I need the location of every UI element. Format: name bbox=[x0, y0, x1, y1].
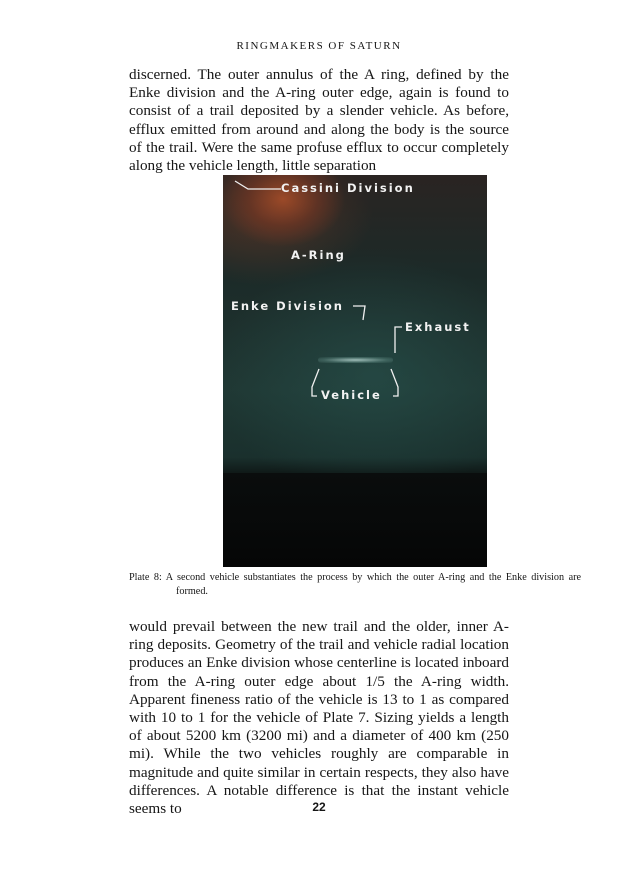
label-pointers bbox=[223, 175, 487, 567]
page-number: 22 bbox=[312, 800, 326, 814]
enke-pointer bbox=[353, 306, 365, 320]
exhaust-label: Exhaust bbox=[405, 320, 471, 334]
cassini-division-label: Cassini Division bbox=[281, 181, 415, 195]
plate-8-photo bbox=[223, 175, 487, 567]
running-head: RINGMAKERS OF SATURN bbox=[236, 40, 402, 52]
body-paragraph-bottom: would prevail between the new trail and the older, inner A-ring deposits. Geometry of the trail and vehicle radial location produces an Enke division whose centerline is located inboard from the A-ring outer edge about 1/5 the A-ring width. Apparent fineness ratio of the vehicle is 13 to 1 as compared with 10 to 1 for the vehicle of Plate 7. Sizing yields a length of about 5200 km (3200 mi) and a diameter of 400 km (250 mi). While the two vehicles roughly are comparable in magnitude and quite similar in certain respects, they also have differences. A notable difference is that the instant vehicle seems to bbox=[129, 618, 509, 818]
cassini-pointer bbox=[235, 181, 281, 189]
exhaust-pointer bbox=[395, 327, 402, 353]
a-ring-label: A-Ring bbox=[291, 248, 346, 262]
enke-division-label: Enke Division bbox=[231, 299, 344, 313]
vehicle-left-bracket bbox=[312, 369, 319, 396]
body-paragraph-top: discerned. The outer annulus of the A ring, defined by the Enke division and the A-ring outer edge, again is found to consist of a trail deposited by a slender vehicle. As before, efflux emitted from around and along the body is the source of the trail. Were the same profuse efflux to occur completely along the vehicle length, little separation bbox=[129, 66, 509, 175]
plate-caption: Plate 8: A second vehicle substantiates the process by which the outer A-ring and the Enke division are formed. bbox=[129, 572, 581, 597]
vehicle-right-bracket bbox=[391, 369, 398, 396]
vehicle-label: Vehicle bbox=[321, 388, 382, 402]
